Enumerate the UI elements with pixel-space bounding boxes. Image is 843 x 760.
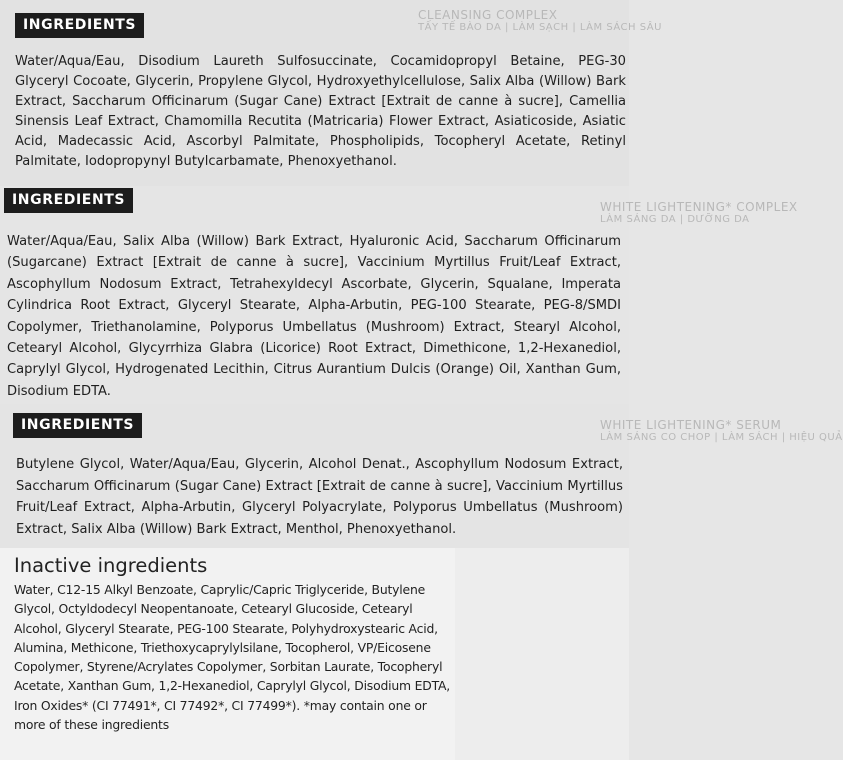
background-product-subtitle: LÀM SÁNG DA | DƯỠNG DA (600, 214, 750, 225)
ingredients-label: INGREDIENTS (13, 413, 142, 438)
background-product-title: CLEANSING COMPLEX (418, 8, 558, 22)
background-product-subtitle: LÀM SÁNG CO CHOP | LÀM SÁCH | HIỆU QUẢ (600, 432, 843, 443)
ingredients-text: Water/Aqua/Eau, Salix Alba (Willow) Bark Extract, Hyaluronic Acid, Saccharum Officinarum (Sugarcane) Extract [Extrait de canne à sucre], Vaccinium Myrtillus Fruit/Leaf Extract, Ascophyllum Nodosum Extract, Tetrahexyldecyl Ascorbate, Glycerin, Squalane, Imperata Cylindrica Root Extract, Glyceryl Stearate, Alpha-Arbutin, PEG-100 Stearate, PEG-8/SMDI Copolymer, Triethanolamine, Polyporus Umbellatus (Mushroom) Extract, Stearyl Alcohol, Cetearyl Alcohol, Glycyrrhiza Glabra (Licorice) Root Extract, Dimethicone, 1,2-Hexanediol, Caprylyl Glycol, Hydrogenated Lecithin, Citrus Aurantium Dulcis (Orange) Oil, Xanthan Gum, Disodium EDTA. (7, 234, 621, 399)
ingredients-panel-3 (0, 404, 843, 548)
ingredients-panel-2 (0, 186, 798, 404)
ingredients-label: INGREDIENTS (15, 13, 144, 38)
ingredients-text: Water/Aqua/Eau, Disodium Laureth Sulfosuccinate, Cocamidopropyl Betaine, PEG-30 Glyceryl Cocoate, Glycerin, Propylene Glycol, Hydroxyethylcellulose, Salix Alba (Willow) Bark Extract, Saccharum Officinarum (Sugar Cane) Extract [Extrait de canne à sucre], Camellia Sinensis Leaf Extract, Chamomilla Recutita (Matricaria) Flower Extract, Asiaticoside, Asiatic Acid, Madecassic Acid, Ascorbyl Palmitate, Phospholipids, Tocopheryl Acetate, Retinyl Palmitate, Iodopropynyl Butylcarbamate, Phenoxyethanol. (15, 54, 626, 169)
inactive-ingredients-text: Water, C12-15 Alkyl Benzoate, Caprylic/Capric Triglyceride, Butylene Glycol, Octyldodecyl Neopentanoate, Cetearyl Glucoside, Cetearyl Alcohol, Glyceryl Stearate, PEG-100 Stearate, Polyhydroxystearic Acid, Alumina, Methicone, Triethoxycaprylylsilane, Tocopherol, VP/Eicosene Copolymer, Styrene/Acrylates Copolymer, Sorbitan Laurate, Tocopheryl Acetate, Xanthan Gum, 1,2-Hexanediol, Caprylyl Glycol, Disodium EDTA, Iron Oxides* (CI 77491*, CI 77492*, CI 77499*). *may contain one or more of these ingredients (14, 582, 451, 733)
inactive-ingredients-title: Inactive ingredients (14, 554, 208, 577)
ingredients-text: Butylene Glycol, Water/Aqua/Eau, Glycerin, Alcohol Denat., Ascophyllum Nodosum Extract, Saccharum Officinarum (Sugar Cane) Extract [Extrait de canne à sucre], Vaccinium Myrtillus Fruit/Leaf Extract, Alpha-Arbutin, Glyceryl Polyacrylate, Polyporus Umbellatus (Mushroom) Extract, Salix Alba (Willow) Bark Extract, Menthol, Phenoxyethanol. (16, 457, 623, 537)
background-strip (455, 548, 629, 760)
ingredients-panel-1 (0, 0, 662, 186)
ingredients-label: INGREDIENTS (4, 188, 133, 213)
background-product-title: WHITE LIGHTENING* SERUM (600, 418, 782, 432)
background-product-title: WHITE LIGHTENING* COMPLEX (600, 200, 798, 214)
background-product-subtitle: TẤY TẾ BÀO DA | LÀM SẠCH | LÀM SÁCH SÂU (418, 22, 662, 33)
